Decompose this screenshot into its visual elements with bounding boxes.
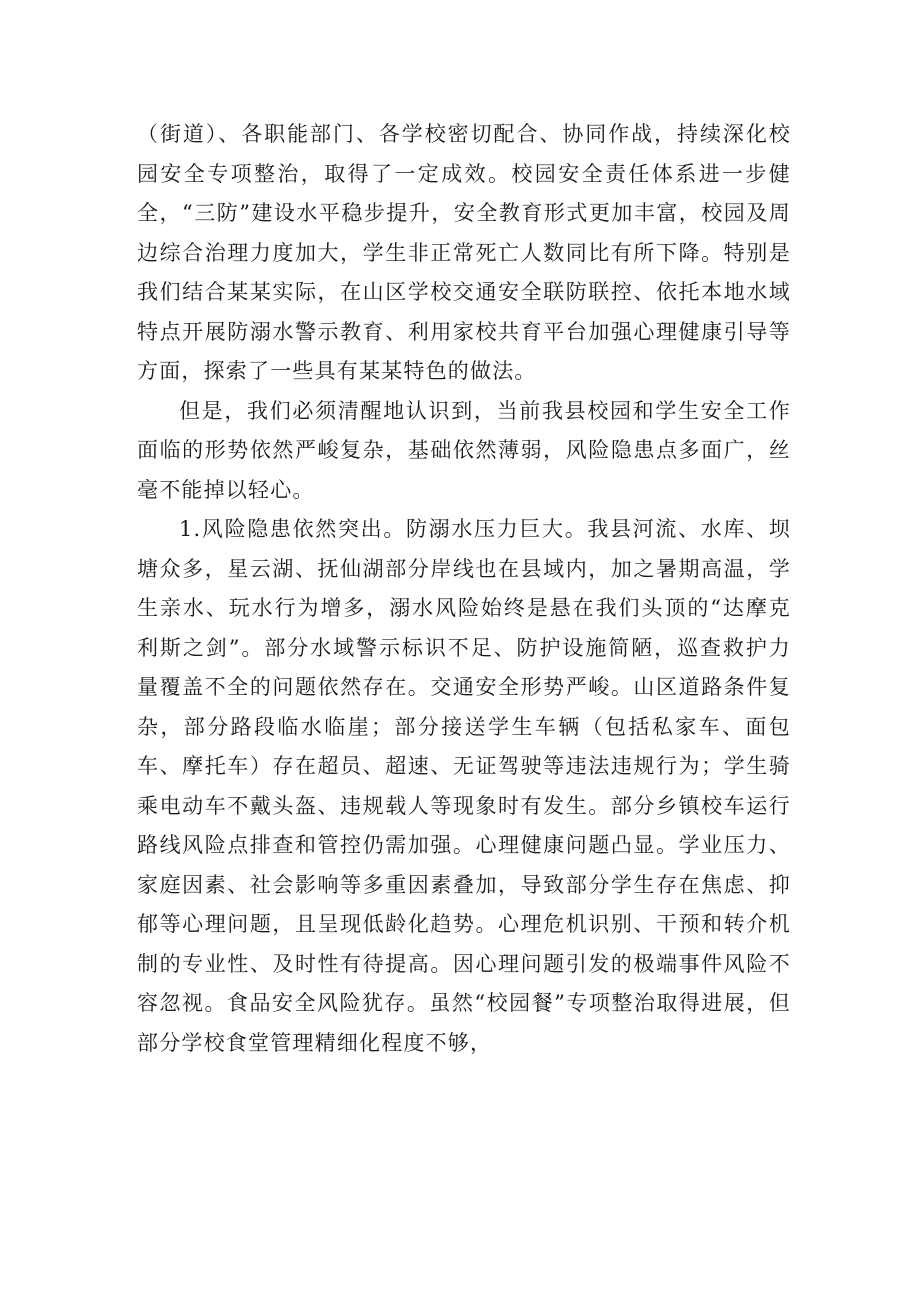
document-body [137, 115, 791, 1063]
paragraph-risks: 1.风险隐患依然突出。防溺水压力巨大。我县河流、水库、坝塘众多，星云湖、抚仙湖部分岸线也在县域内，加之暑期高温，学生亲水、玩水行为增多，溺水风险始终是悬在我们头顶的“达摩克利斯之剑”。部分水域警示标识不足、防护设施简陋，巡查救护力量覆盖不全的问题依然存在。交通安全形势严峻。山区道路条件复杂，部分路段临水临崖；部分接送学生车辆（包括私家车、面包车、摩托车）存在超员、超速、无证驾驶等违法违规行为；学生骑乘电动车不戴头盔、违规载人等现象时有发生。部分乡镇校车运行路线风险点排查和管控仍需加强。心理健康问题凸显。学业压力、家庭因素、社会影响等多重因素叠加，导致部分学生存在焦虑、抑郁等心理问题，且呈现低龄化趋势。心理危机识别、干预和转介机制的专业性、及时性有待提高。因心理问题引发的极端事件风险不容忽视。食品安全风险犹存。虽然“校园餐”专项整治取得进展，但部分学校食堂管理精细化程度不够， [137, 517, 791, 1055]
paragraph-situation: 但是，我们必须清醒地认识到，当前我县校园和学生安全工作面临的形势依然严峻复杂，基础依然薄弱，风险隐患点多面广，丝毫不能掉以轻心。 [137, 398, 791, 502]
paragraph-continuation: （街道）、各职能部门、各学校密切配合、协同作战，持续深化校园安全专项整治，取得了一定成效。校园安全责任体系进一步健全，“三防”建设水平稳步提升，安全教育形式更加丰富，校园及周边综合治理力度加大，学生非正常死亡人数同比有所下降。特别是我们结合某某实际，在山区学校交通安全联防联控、依托本地水域特点开展防溺水警示教育、利用家校共育平台加强心理健康引导等方面，探索了一些具有某某特色的做法。 [137, 122, 791, 383]
